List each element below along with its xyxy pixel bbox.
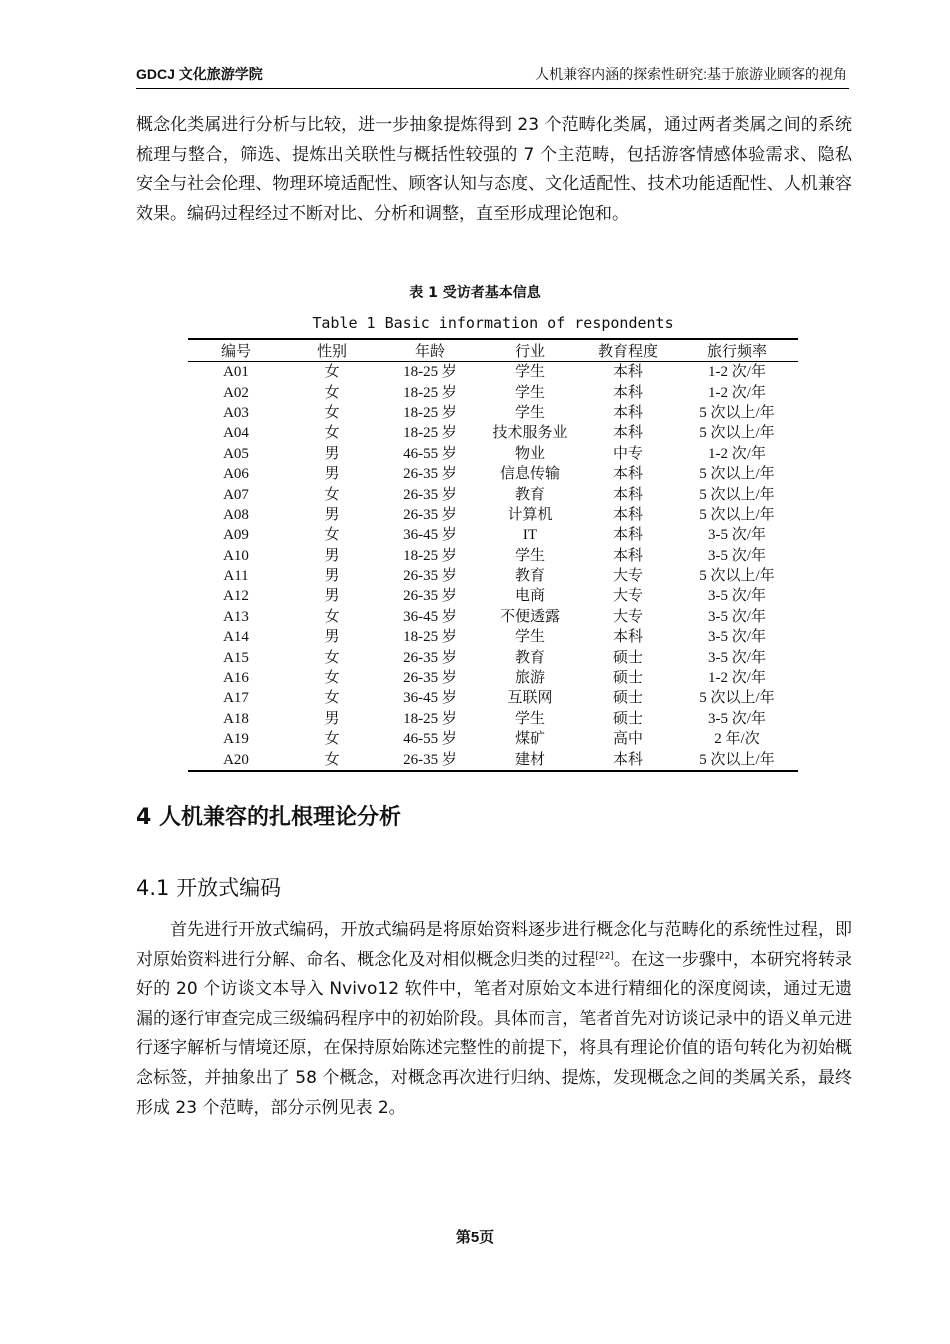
table-cell: A01 [223,364,249,381]
table-cell: 硕士 [612,710,643,727]
table-header-row [188,339,798,362]
table-cell: 本科 [612,384,643,401]
subsection-heading: 4.1 开放式编码 [136,876,282,900]
table-cell: A13 [223,608,249,625]
table-cell: 46-55 岁 [403,731,457,748]
table-cell: 高中 [612,731,643,748]
table-cell: 26-35 岁 [403,466,457,483]
table-cell: 26-35 岁 [403,486,457,503]
table-cell: 26-35 岁 [403,568,457,585]
table-row [188,627,798,647]
table-cell: 煤矿 [514,731,545,748]
column-header: 教育程度 [597,344,658,360]
table-cell: 男 [324,629,340,646]
table-cell: 3-5 次/年 [708,629,766,646]
table-cell: 男 [324,568,340,585]
table-title-cn: 表 1 受访者基本信息 [409,285,541,301]
table-row [188,484,798,504]
table-row [188,505,798,525]
section-heading: 4 人机兼容的扎根理论分析 [136,805,401,830]
table-cell: 本科 [612,506,643,523]
table-cell: 女 [324,486,340,503]
table-cell: A18 [223,710,249,727]
table-cell: A16 [223,670,249,687]
table-cell: 电商 [514,588,545,605]
table-cell: 本科 [612,527,643,544]
table-row [188,586,798,606]
table-cell: 26-35 岁 [403,751,457,768]
table-cell: 女 [324,608,340,625]
table-cell: A14 [223,629,249,646]
table-cell: 18-25 岁 [403,547,457,564]
table-cell: 女 [324,670,340,687]
column-header: 行业 [514,344,545,360]
table-row [188,709,798,729]
table-cell: 36-45 岁 [403,690,457,707]
table-cell: 1-2 次/年 [708,445,766,462]
table-cell: 26-35 岁 [403,649,457,666]
table-cell: 18-25 岁 [403,710,457,727]
table-cell: 互联网 [507,690,553,707]
table-cell: 男 [324,588,340,605]
table-cell: 5 次以上/年 [699,751,775,768]
table-cell: 技术服务业 [492,425,568,442]
table-cell: 教育 [514,649,545,666]
table-cell: A04 [223,425,249,442]
table-cell: 大专 [612,568,643,585]
column-header: 性别 [316,344,347,360]
table-cell: 36-45 岁 [403,527,457,544]
body-text-part1: 首先进行开放式编码，开放式编码是将原始资料逐步进行概念化与范畴化的系统性过程，即对原始资料进行分解、命名、概念化及对相似概念归类的过程 [136,920,852,970]
table-cell: 硕士 [612,649,643,666]
table-cell: 教育 [514,486,545,503]
table-row [188,729,798,749]
running-header-right: 人机兼容内涵的探索性研究:基于旅游业顾客的视角 [535,66,847,82]
table-cell: A11 [223,568,249,585]
table-cell: 女 [324,731,340,748]
table-body [188,362,798,771]
table-cell: 女 [324,425,340,442]
intro-paragraph: 概念化类属进行分析与比较，进一步抽象提炼得到 23 个范畴化类属，通过两者类属之间的系统梳理与整合，筛选、提炼出关联性与概括性较强的 7 个主范畴，包括游客情感体验需求、隐私安全与社会伦理、物理环境适配性、顾客认知与态度、文化适配性、技术功能适配性、人机兼容效果。编码过程经过不断对比、分析和调整，直至形成理论饱和。 [136,115,852,224]
table-cell: 1-2 次/年 [708,364,766,381]
table-cell: 18-25 岁 [403,364,457,381]
table-cell: 女 [324,404,340,421]
table-title-en: Table 1 Basic information of respondents [312,314,674,332]
table-row [188,647,798,667]
table-cell: A07 [223,486,249,503]
table-cell: 男 [324,466,340,483]
table-row [188,382,798,402]
table-cell: 3-5 次/年 [708,588,766,605]
table-cell: 3-5 次/年 [708,527,766,544]
table-cell: 学生 [514,404,545,421]
table-cell: 本科 [612,751,643,768]
table-cell: 旅游 [514,670,545,687]
table-cell: 男 [324,547,340,564]
table-cell: 本科 [612,364,643,381]
table-row [188,464,798,484]
column-header: 编号 [220,344,251,360]
table-row [188,688,798,708]
citation-ref[interactable]: [22] [595,950,614,961]
table-cell: A06 [223,466,249,483]
table-row [188,525,798,545]
table-row [188,607,798,627]
table-cell: 男 [324,506,340,523]
table-cell: 3-5 次/年 [708,608,766,625]
column-header: 旅行频率 [706,344,767,360]
table-cell: A05 [223,445,249,462]
table-cell: A09 [223,527,249,544]
table-cell: A03 [223,404,249,421]
table-cell: 本科 [612,629,643,646]
table-cell: A12 [223,588,249,605]
table-cell: 女 [324,649,340,666]
table-cell: 建材 [514,751,545,768]
table-cell: 本科 [612,404,643,421]
table-cell: 教育 [514,568,545,585]
table-cell: 本科 [612,547,643,564]
table-cell: 男 [324,710,340,727]
page-number: 第5页 [455,1229,495,1246]
table-cell: 5 次以上/年 [699,404,775,421]
table-cell: 中专 [612,445,643,462]
table-cell: 18-25 岁 [403,384,457,401]
table-cell: 大专 [612,608,643,625]
table-cell: 女 [324,527,340,544]
table-cell: 36-45 岁 [403,608,457,625]
table-cell: A15 [223,649,249,666]
table-cell: 5 次以上/年 [699,466,775,483]
table-cell: 18-25 岁 [403,629,457,646]
table-cell: 26-35 岁 [403,670,457,687]
table-cell: 学生 [514,547,545,564]
table-cell: 硕士 [612,690,643,707]
table-cell: 1-2 次/年 [708,670,766,687]
table-cell: A08 [223,506,249,523]
table-cell: 2 年/次 [714,731,760,748]
table-cell: 不便透露 [499,608,560,625]
table-cell: 物业 [514,445,545,462]
table-cell: 本科 [612,466,643,483]
respondents-table [188,338,798,772]
table-row [188,403,798,423]
table-row [188,423,798,443]
table-cell: IT [522,527,538,544]
table-cell: 5 次以上/年 [699,425,775,442]
table-cell: 5 次以上/年 [699,690,775,707]
table-row [188,668,798,688]
table-cell: A17 [223,690,249,707]
table-cell: 本科 [612,486,643,503]
table-cell: 女 [324,751,340,768]
table-cell: 5 次以上/年 [699,486,775,503]
table-cell: 5 次以上/年 [699,506,775,523]
table-cell: 3-5 次/年 [708,710,766,727]
table-cell: 硕士 [612,670,643,687]
table-cell: 18-25 岁 [403,404,457,421]
table-cell: 46-55 岁 [403,445,457,462]
table-cell: 本科 [612,425,643,442]
body-text-part2: 。在这一步骤中，本研究将转录好的 20 个访谈文本导入 Nvivo12 软件中，笔者对原始文本进行精细化的深度阅读，通过无遗漏的逐行审查完成三级编码程序中的初始阶段。具体而言，笔者首先对访谈记录中的语义单元进行逐字解析与情境还原，在保持原始陈述完整性的前提下，将具有理论价值的语句转化为初始概念标签，并抽象出了 58 个概念，对概念再次进行归纳、提炼，发现概念之间的类属关系，最终形成 23 个范畴，部分示例见表 2。 [136,949,853,1118]
table-row [188,566,798,586]
table-cell: 女 [324,384,340,401]
table-cell: A02 [223,384,249,401]
table-row [188,546,798,566]
table-cell: 计算机 [507,506,553,523]
body-paragraph [136,916,852,1123]
table-cell: 1-2 次/年 [708,384,766,401]
column-header: 年龄 [414,344,445,360]
table-cell: 26-35 岁 [403,588,457,605]
table-cell: 学生 [514,629,545,646]
table-cell: 18-25 岁 [403,425,457,442]
table-cell: 学生 [514,364,545,381]
table-cell: 大专 [612,588,643,605]
table-cell: A20 [223,751,249,768]
table-cell: 26-35 岁 [403,506,457,523]
table-cell: 男 [324,445,340,462]
header-rule [136,88,849,89]
table-row [188,362,798,383]
table-cell: A19 [223,731,249,748]
table-cell: 信息传输 [499,466,560,483]
table-cell: 学生 [514,384,545,401]
table-row [188,749,798,770]
table-cell: 3-5 次/年 [708,649,766,666]
table-row [188,444,798,464]
table-cell: 5 次以上/年 [699,568,775,585]
table-cell: 3-5 次/年 [708,547,766,564]
table-cell: 学生 [514,710,545,727]
table-cell: 女 [324,690,340,707]
running-header-left: GDCJ 文化旅游学院 [136,66,263,82]
table-cell: 女 [324,364,340,381]
table-cell: A10 [223,547,249,564]
